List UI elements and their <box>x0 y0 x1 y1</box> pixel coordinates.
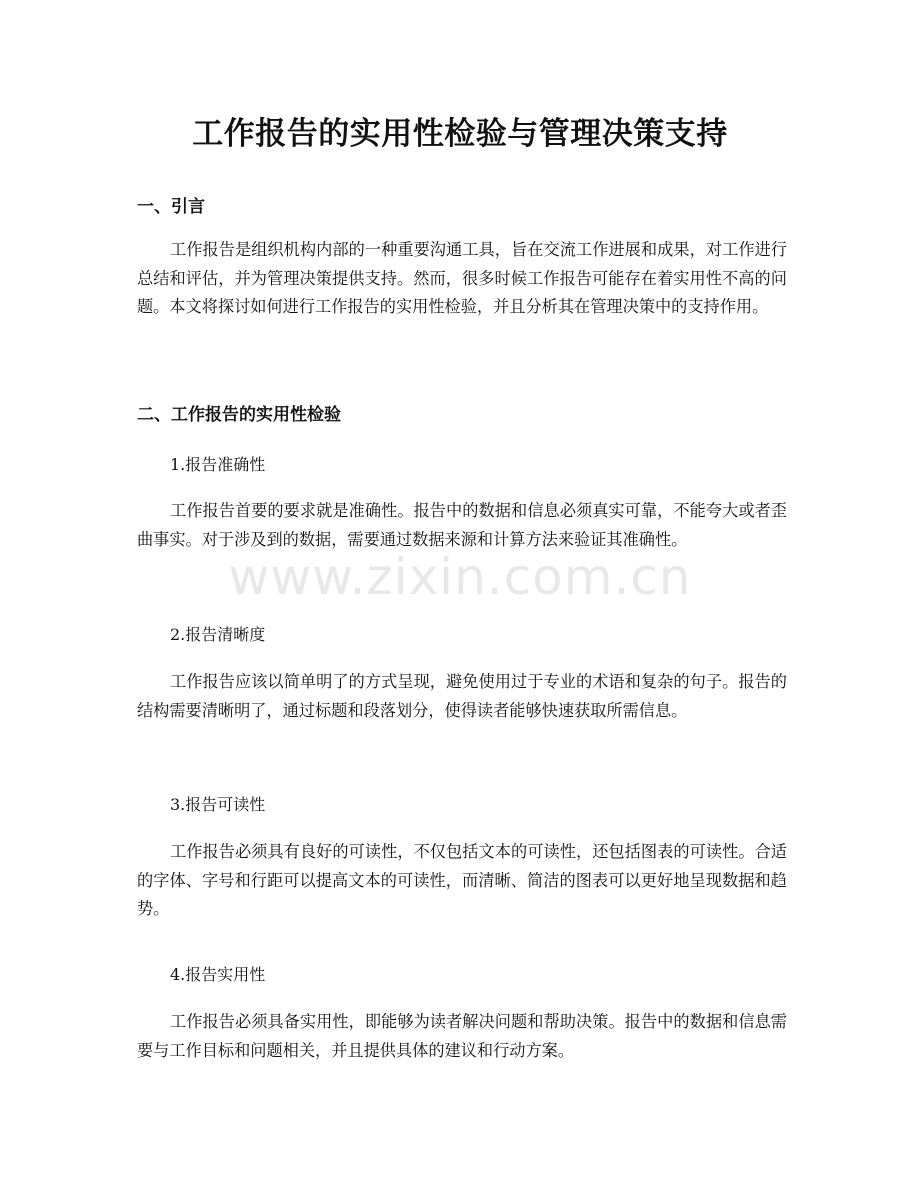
subsection-heading-clarity: 2.报告清晰度 <box>170 625 266 644</box>
practicality-paragraph: 工作报告必须具备实用性，即能够为读者解决问题和帮助决策。报告中的数据和信息需要与工作目标和问题相关，并且提供具体的建议和行动方案。 <box>137 1012 787 1060</box>
readability-paragraph: 工作报告必须具有良好的可读性，不仅包括文本的可读性，还包括图表的可读性。合适的字体、字号和行距可以提高文本的可读性，而清晰、简洁的图表可以更好地呈现数据和趋势。 <box>137 842 787 918</box>
subsection-heading-readability: 3.报告可读性 <box>170 795 266 814</box>
subsection-heading-accuracy: 1.报告准确性 <box>170 455 266 474</box>
document-title: 工作报告的实用性检验与管理决策支持 <box>192 116 728 152</box>
section-heading-practicality-check: 二、工作报告的实用性检验 <box>137 405 341 425</box>
accuracy-paragraph: 工作报告首要的要求就是准确性。报告中的数据和信息必须真实可靠，不能夸大或者歪曲事实。对于涉及到的数据，需要通过数据来源和计算方法来验证其准确性。 <box>137 501 787 549</box>
introduction-paragraph: 工作报告是组织机构内部的一种重要沟通工具，旨在交流工作进展和成果，对工作进行总结和评估，并为管理决策提供支持。然而，很多时候工作报告可能存在着实用性不高的问题。本文将探讨如何进行工作报告的实用性检验，并且分析其在管理决策中的支持作用。 <box>137 240 787 316</box>
subsection-heading-practicality: 4.报告实用性 <box>170 965 266 984</box>
watermark-text: www.zixin.com.cn <box>228 548 692 606</box>
clarity-paragraph: 工作报告应该以简单明了的方式呈现，避免使用过于专业的术语和复杂的句子。报告的结构需要清晰明了，通过标题和段落划分，使得读者能够快速获取所需信息。 <box>137 672 787 720</box>
section-heading-introduction: 一、引言 <box>137 197 205 217</box>
